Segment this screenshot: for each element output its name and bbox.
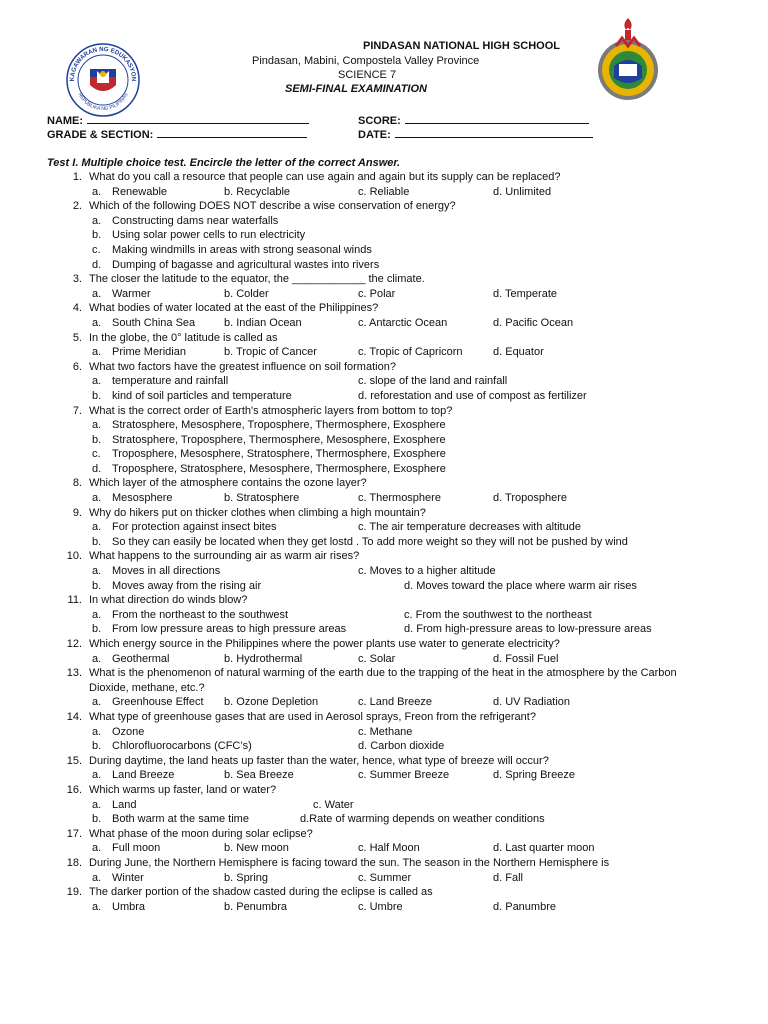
- question-number: 15.: [66, 754, 82, 767]
- choice-option[interactable]: d. Panumbre: [493, 900, 556, 913]
- choice-option[interactable]: c. Tropic of Capricorn: [358, 346, 463, 359]
- choice-letter[interactable]: a.: [92, 419, 102, 432]
- question-text: What is the phenomenon of natural warming of the earth due to the trapping of the heat in the atmosphere by the Carbon Dioxide, methane, etc.?: [89, 667, 677, 694]
- question-number: 7.: [72, 404, 82, 417]
- deped-seal: [66, 43, 140, 117]
- question-text: What is the correct order of Earth's atmospheric layers from bottom to top?: [89, 404, 453, 417]
- school-seal: [592, 16, 664, 102]
- choice-text[interactable]: Land: [112, 798, 137, 811]
- question-number: 8.: [72, 477, 82, 490]
- question-text: During June, the Northern Hemisphere is facing toward the sun. The season in the Northern Hemisphere is: [89, 856, 610, 869]
- choice-row: [0, 608, 768, 623]
- choice-text[interactable]: Full moon: [112, 842, 161, 855]
- choice-text[interactable]: So they can easily be located when they get lostd . To add more weight so they will not be pushed by wind: [112, 535, 628, 548]
- choice-option[interactable]: c. Umbre: [358, 900, 403, 913]
- question-number: 13.: [66, 667, 82, 680]
- choice-row: [0, 316, 768, 331]
- choice-letter[interactable]: b.: [92, 433, 102, 446]
- grade-section-field: [47, 127, 307, 141]
- choice-row: [0, 214, 768, 229]
- choice-letter[interactable]: a.: [92, 316, 102, 329]
- choice-row: [0, 389, 768, 404]
- choice-option[interactable]: c. Antarctic Ocean: [358, 316, 448, 329]
- grade-section-label: GRADE & SECTION:: [47, 129, 154, 141]
- choice-text[interactable]: temperature and rainfall: [112, 375, 229, 388]
- choice-letter[interactable]: b.: [92, 389, 102, 402]
- exam-title: SEMI-FINAL EXAMINATION: [285, 83, 427, 95]
- question: [0, 637, 768, 652]
- choice-letter[interactable]: a.: [92, 185, 102, 198]
- choice-row: [0, 695, 768, 710]
- choice-row: [0, 622, 768, 637]
- choice-text[interactable]: Making windmills in areas with strong seasonal winds: [112, 243, 372, 256]
- question: [0, 272, 768, 287]
- question-text: What do you call a resource that people can use again and again but its supply can be replaced?: [89, 171, 561, 183]
- question-number: 2.: [72, 200, 82, 213]
- choice-letter[interactable]: b.: [92, 740, 102, 753]
- choice-letter[interactable]: a.: [92, 798, 102, 811]
- date-label: DATE:: [358, 129, 391, 141]
- question-number: 11.: [67, 594, 82, 607]
- choice-option[interactable]: c. Thermosphere: [358, 492, 441, 505]
- choice-text[interactable]: Warmer: [112, 287, 151, 300]
- choice-text[interactable]: Constructing dams near waterfalls: [112, 214, 279, 227]
- question-number: 5.: [72, 331, 82, 344]
- grade-section-blank[interactable]: [157, 127, 307, 138]
- choice-option[interactable]: b. Tropic of Cancer: [224, 346, 317, 359]
- choice-letter[interactable]: b.: [92, 579, 102, 592]
- choice-text[interactable]: Both warm at the same time: [112, 813, 249, 826]
- choice-text[interactable]: Troposphere, Mesosphere, Stratosphere, Thermosphere, Exosphere: [112, 448, 446, 461]
- choice-row: [0, 491, 768, 506]
- choice-option[interactable]: b. Penumbra: [224, 900, 287, 913]
- choice-option[interactable]: b. Colder: [224, 287, 269, 300]
- choice-row: [0, 345, 768, 360]
- choice-option[interactable]: d. Moves toward the place where warm air rises: [404, 579, 637, 592]
- question-text: What type of greenhouse gases that are used in Aerosol sprays, Freon from the refrigerant?: [89, 710, 536, 723]
- choice-option[interactable]: d. UV Radiation: [493, 696, 571, 709]
- question-text: What bodies of water located at the east of the Philippines?: [89, 302, 379, 315]
- choice-row: [0, 447, 768, 462]
- choice-letter[interactable]: a.: [92, 725, 102, 738]
- question: [0, 506, 768, 521]
- choice-option[interactable]: d. From high-pressure areas to low-pressure areas: [404, 623, 652, 636]
- question: [0, 754, 768, 769]
- choice-option[interactable]: d. reforestation and use of compost as fertilizer: [358, 389, 587, 402]
- choice-row: [0, 520, 768, 535]
- choice-option[interactable]: b. Indian Ocean: [224, 316, 302, 329]
- choice-letter[interactable]: d.: [92, 462, 102, 475]
- choice-option[interactable]: d. Fall: [493, 871, 523, 884]
- choice-letter[interactable]: b.: [92, 813, 102, 826]
- test-instructions: Test I. Multiple choice test. Encircle the letter of the correct Answer.: [47, 157, 401, 169]
- choice-letter[interactable]: a.: [92, 871, 102, 884]
- choice-row: [0, 812, 768, 827]
- choice-letter[interactable]: a.: [92, 346, 102, 359]
- question-number: 16.: [66, 783, 82, 796]
- subject-title: SCIENCE 7: [338, 69, 397, 81]
- name-field: [47, 113, 309, 127]
- choice-row: [0, 185, 768, 200]
- choice-option[interactable]: c. Water: [313, 798, 354, 811]
- choice-letter[interactable]: a.: [92, 521, 102, 534]
- choice-row: [0, 725, 768, 740]
- choice-option[interactable]: d. Carbon dioxide: [358, 740, 445, 753]
- svg-text:REPUBLIKA NG PILIPINAS: REPUBLIKA NG PILIPINAS: [76, 92, 130, 113]
- question-text: Which energy source in the Philippines where the power plants use water to generate electricity?: [89, 638, 560, 650]
- choice-row: [0, 739, 768, 754]
- choice-option[interactable]: c. Summer Breeze: [358, 769, 450, 782]
- question-text: What two factors have the greatest influence on soil formation?: [89, 360, 396, 373]
- choice-option[interactable]: c. Half Moon: [358, 842, 420, 855]
- name-blank[interactable]: [87, 113, 309, 124]
- choice-text[interactable]: Winter: [112, 871, 144, 884]
- choice-row: [0, 433, 768, 448]
- question-text: Why do hikers put on thicker clothes when climbing a high mountain?: [89, 506, 426, 519]
- question-number: 6.: [72, 360, 82, 373]
- choice-option[interactable]: b. Ozone Depletion: [224, 696, 319, 709]
- question-text: What phase of the moon during solar eclipse?: [89, 827, 313, 840]
- choice-text[interactable]: Moves in all directions: [112, 565, 221, 578]
- choice-option[interactable]: d. Temperate: [493, 287, 558, 300]
- choice-letter[interactable]: a.: [92, 652, 102, 665]
- choice-option[interactable]: d. Spring Breeze: [493, 769, 575, 782]
- choice-letter[interactable]: a.: [92, 769, 102, 782]
- choice-option[interactable]: d. Equator: [493, 346, 544, 359]
- choice-text[interactable]: Renewable: [112, 185, 168, 198]
- choice-text[interactable]: Dumping of bagasse and agricultural wastes into rivers: [112, 258, 380, 271]
- choice-option[interactable]: c. The air temperature decreases with altitude: [358, 521, 581, 534]
- choice-row: [0, 287, 768, 302]
- question: [0, 593, 768, 608]
- choice-row: [0, 258, 768, 273]
- choice-text[interactable]: Umbra: [112, 900, 146, 913]
- choice-option[interactable]: b. Sea Breeze: [224, 769, 294, 782]
- question-number: 14.: [66, 710, 82, 723]
- choice-row: [0, 374, 768, 389]
- score-label: SCORE:: [358, 115, 401, 127]
- question-number: 9.: [72, 506, 82, 519]
- question-text: The darker portion of the shadow casted during the eclipse is called as: [89, 886, 433, 899]
- choice-option[interactable]: d. Pacific Ocean: [493, 316, 574, 329]
- choice-option[interactable]: c. Polar: [358, 287, 396, 300]
- choice-row: [0, 564, 768, 579]
- question-number: 4.: [72, 302, 82, 315]
- choice-letter[interactable]: b.: [92, 535, 102, 548]
- question: [0, 666, 768, 695]
- choice-option[interactable]: d. Troposphere: [493, 492, 567, 505]
- choice-text[interactable]: South China Sea: [112, 316, 196, 329]
- school-name: PINDASAN NATIONAL HIGH SCHOOL: [363, 40, 560, 52]
- choice-option[interactable]: b. Stratosphere: [224, 492, 300, 505]
- date-field: [358, 127, 593, 141]
- choice-option[interactable]: b. Spring: [224, 871, 269, 884]
- question-text: Which warms up faster, land or water?: [89, 783, 277, 796]
- choice-row: [0, 418, 768, 433]
- choice-option[interactable]: c. Summer: [358, 871, 412, 884]
- question-number: 1.: [72, 171, 82, 183]
- question: [0, 404, 768, 419]
- choice-option[interactable]: c. Moves to a higher altitude: [358, 565, 496, 578]
- choice-row: [0, 579, 768, 594]
- choice-option[interactable]: c. Land Breeze: [358, 696, 432, 709]
- question-number: 18.: [66, 856, 82, 869]
- choice-row: [0, 228, 768, 243]
- name-label: NAME:: [47, 115, 84, 127]
- school-address: Pindasan, Mabini, Compostela Valley Province: [252, 55, 480, 67]
- choice-option[interactable]: c. Solar: [358, 652, 396, 665]
- choice-option[interactable]: b. New moon: [224, 842, 289, 855]
- choice-text[interactable]: Using solar power cells to run electricity: [112, 229, 306, 242]
- question: [0, 549, 768, 564]
- choice-row: [0, 652, 768, 667]
- choice-option[interactable]: b. Recyclable: [224, 185, 291, 198]
- choice-option[interactable]: d. Unlimited: [493, 185, 552, 198]
- question-number: 10.: [66, 550, 82, 563]
- choice-letter[interactable]: a.: [92, 492, 102, 505]
- choice-text[interactable]: For protection against insect bites: [112, 521, 277, 534]
- choice-row: [0, 900, 768, 915]
- choice-letter[interactable]: d.: [92, 258, 102, 271]
- choice-option[interactable]: c. Reliable: [358, 185, 410, 198]
- choice-option[interactable]: c. From the southwest to the northeast: [404, 608, 592, 621]
- choice-letter[interactable]: b.: [92, 229, 102, 242]
- choice-row: [0, 798, 768, 813]
- choice-text[interactable]: Mesosphere: [112, 492, 173, 505]
- choice-text[interactable]: Moves away from the rising air: [112, 579, 262, 592]
- choice-letter[interactable]: a.: [92, 842, 102, 855]
- question: [0, 783, 768, 798]
- choice-text[interactable]: From low pressure areas to high pressure areas: [112, 623, 347, 636]
- choice-text[interactable]: Stratosphere, Mesosphere, Troposphere, Thermosphere, Exosphere: [112, 419, 446, 432]
- question-text: Which of the following DOES NOT describe a wise conservation of energy?: [89, 200, 456, 213]
- choice-text[interactable]: kind of soil particles and temperature: [112, 389, 292, 402]
- question-text: In the globe, the 0° latitude is called as: [89, 331, 278, 344]
- choice-text[interactable]: Prime Meridian: [112, 346, 186, 359]
- question: [0, 301, 768, 316]
- choice-option[interactable]: d. Fossil Fuel: [493, 652, 559, 665]
- choice-letter[interactable]: a.: [92, 287, 102, 300]
- choice-option[interactable]: d. Last quarter moon: [493, 842, 595, 855]
- choice-text[interactable]: Chlorofluorocarbons (CFC’s): [112, 740, 252, 753]
- choice-text[interactable]: Troposphere, Stratosphere, Mesosphere, Thermosphere, Exosphere: [112, 462, 446, 475]
- question: [0, 360, 768, 375]
- question-text: Which layer of the atmosphere contains the ozone layer?: [89, 477, 367, 490]
- choice-row: [0, 462, 768, 477]
- question: [0, 170, 768, 185]
- question-text: In what direction do winds blow?: [89, 594, 248, 607]
- choice-letter[interactable]: c.: [92, 243, 101, 256]
- choice-text[interactable]: From the northeast to the southwest: [112, 608, 289, 621]
- choice-text[interactable]: Stratosphere, Troposphere, Thermosphere, Mesosphere, Exosphere: [112, 433, 446, 446]
- question-text: The closer the latitude to the equator, the ____________ the climate.: [89, 273, 425, 286]
- choice-letter[interactable]: a.: [92, 900, 102, 913]
- question-number: 17.: [66, 827, 82, 840]
- score-field: [358, 113, 589, 127]
- choice-row: [0, 871, 768, 886]
- choice-row: [0, 841, 768, 856]
- choice-option[interactable]: c. Methane: [358, 725, 413, 738]
- choice-letter[interactable]: a.: [92, 375, 102, 388]
- question-text: During daytime, the land heats up faster than the water, hence, what type of breeze will occur?: [89, 754, 549, 767]
- choice-text[interactable]: Geothermal: [112, 652, 170, 665]
- question: [0, 331, 768, 346]
- question: [0, 710, 768, 725]
- question: [0, 856, 768, 871]
- choice-option[interactable]: b. Hydrothermal: [224, 652, 303, 665]
- question: [0, 885, 768, 900]
- question: [0, 199, 768, 214]
- question-number: 3.: [72, 273, 82, 286]
- choice-row: [0, 535, 768, 550]
- question-text: What happens to the surrounding air as warm air rises?: [89, 550, 360, 563]
- choice-letter[interactable]: a.: [92, 696, 102, 709]
- svg-text:KAGAWARAN NG EDUKASYON: KAGAWARAN NG EDUKASYON: [68, 45, 138, 82]
- choice-text[interactable]: Ozone: [112, 725, 145, 738]
- choice-option[interactable]: c. slope of the land and rainfall: [358, 375, 508, 388]
- question-list: [0, 170, 768, 914]
- choice-row: [0, 243, 768, 258]
- question-number: 12.: [66, 638, 82, 650]
- choice-text[interactable]: Greenhouse Effect: [112, 696, 204, 709]
- choice-letter[interactable]: b.: [92, 623, 102, 636]
- choice-letter[interactable]: a.: [92, 565, 102, 578]
- choice-letter[interactable]: a.: [92, 608, 102, 621]
- choice-option[interactable]: d.Rate of warming depends on weather conditions: [300, 813, 545, 826]
- choice-letter[interactable]: a.: [92, 214, 102, 227]
- question-number: 19.: [66, 886, 82, 899]
- choice-text[interactable]: Land Breeze: [112, 769, 175, 782]
- choice-row: [0, 768, 768, 783]
- score-blank[interactable]: [405, 113, 589, 124]
- question: [0, 827, 768, 842]
- choice-letter[interactable]: c.: [92, 448, 101, 461]
- question: [0, 476, 768, 491]
- date-blank[interactable]: [395, 127, 593, 138]
